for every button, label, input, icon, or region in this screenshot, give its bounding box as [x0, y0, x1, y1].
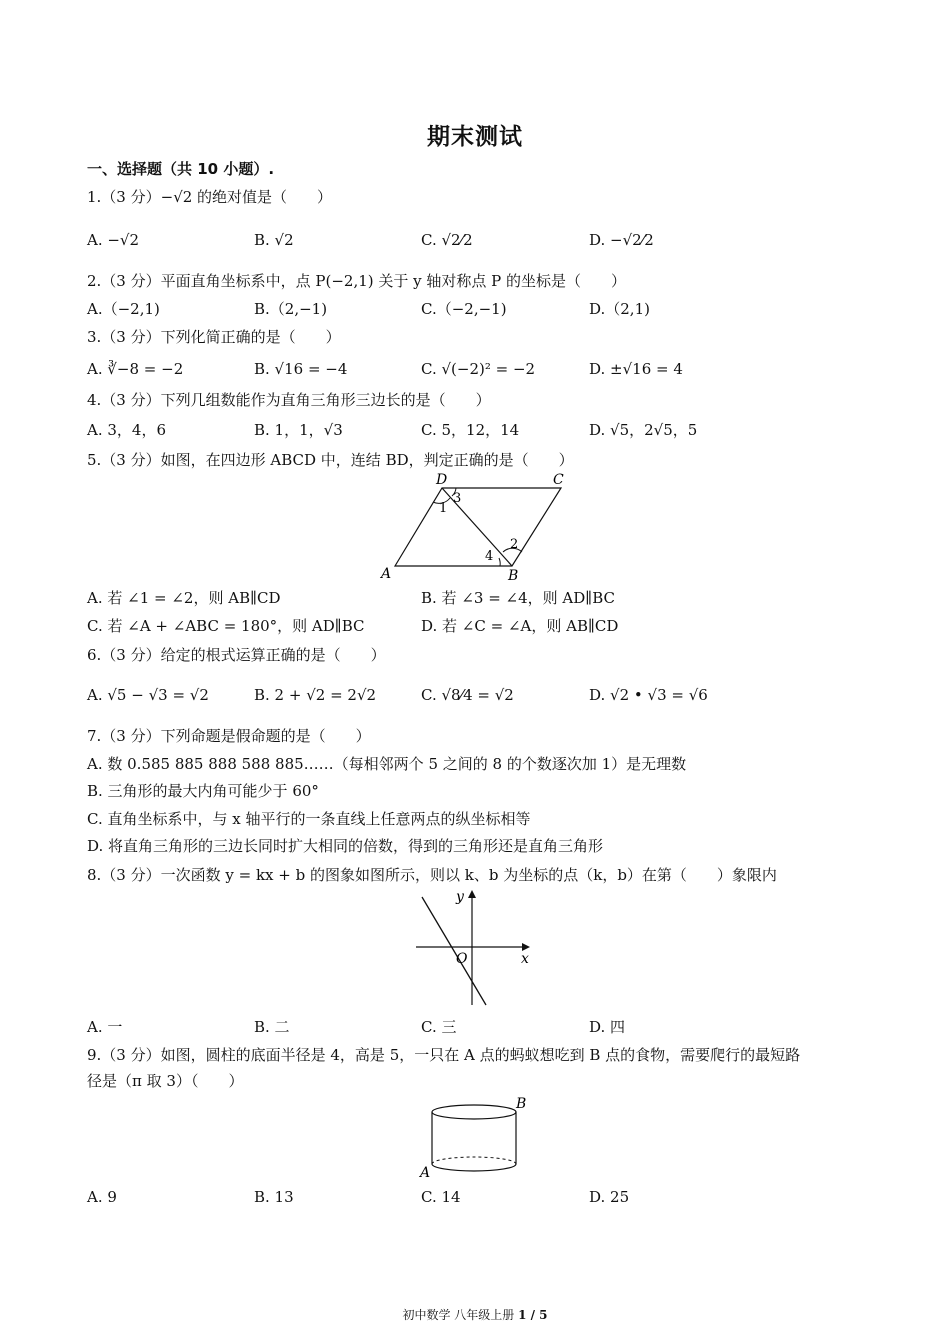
question-1-stem: 1.（3 分）−√2 的绝对值是（ ） [87, 188, 333, 206]
question-6-stem: 6.（3 分）给定的根式运算正确的是（ ） [87, 646, 386, 664]
label-angle-1: 1 [439, 501, 448, 516]
q5-option-a: A. 若 ∠1 = ∠2，则 AB∥CD [87, 589, 281, 607]
question-9-stem-cont: 径是（π 取 3）（ ） [87, 1072, 244, 1090]
q1-option-b: B. √2 [254, 231, 294, 249]
question-8-stem: 8.（3 分）一次函数 y = kx + b 的图象如图所示，则以 k、b 为坐标的点（k，b）在第（ ）象限内 [87, 866, 777, 884]
q1-option-d: D. −√2⁄2 [589, 231, 654, 249]
q3-option-a: A. ∛−8 = −2 [87, 360, 184, 378]
q9-option-c: C. 14 [421, 1188, 461, 1206]
label-angle-4: 4 [485, 549, 494, 564]
q4-option-a: A. 3，4，6 [87, 421, 166, 439]
q2-option-c: C.（−2,−1) [421, 300, 507, 318]
question-9-stem: 9.（3 分）如图，圆柱的底面半径是 4，高是 5，一只在 A 点的蚂蚁想吃到 B 点的食物，需要爬行的最短路 [87, 1046, 801, 1064]
cylinder-figure [416, 1093, 536, 1181]
label-b: B [508, 568, 519, 582]
question-2-stem: 2.（3 分）平面直角坐标系中，点 P(−2,1) 关于 y 轴对称点 P 的坐标是（ ） [87, 272, 627, 290]
q5-option-b: B. 若 ∠3 = ∠4，则 AD∥BC [421, 589, 615, 607]
q3-option-c: C. √(−2)² = −2 [421, 360, 536, 378]
origin-label: O [456, 951, 468, 967]
q7-option-d: D. 将直角三角形的三边长同时扩大相同的倍数，得到的三角形还是直角三角形 [87, 837, 604, 855]
q9-option-b: B. 13 [254, 1188, 294, 1206]
q5-option-c: C. 若 ∠A + ∠ABC = 180°，则 AD∥BC [87, 617, 365, 635]
page-title: 期末测试 [427, 124, 523, 150]
page-footer [0, 1306, 950, 1323]
label-c: C [553, 472, 564, 488]
q3-option-b: B. √16 = −4 [254, 360, 348, 378]
q1-option-c: C. √2⁄2 [421, 231, 473, 249]
quadrilateral-figure [375, 470, 575, 582]
question-7-stem: 7.（3 分）下列命题是假命题的是（ ） [87, 727, 371, 745]
q7-option-c: C. 直角坐标系中，与 x 轴平行的一条直线上任意两点的纵坐标相等 [87, 810, 531, 828]
q4-option-b: B. 1，1，√3 [254, 421, 343, 439]
q2-option-b: B.（2,−1) [254, 300, 328, 318]
question-4-stem: 4.（3 分）下列几组数能作为直角三角形三边长的是（ ） [87, 391, 491, 409]
section-heading: 一、选择题（共 10 小题）. [87, 160, 275, 178]
q9-option-a: A. 9 [87, 1188, 117, 1206]
question-5-stem: 5.（3 分）如图，在四边形 ABCD 中，连结 BD，判定正确的是（ ） [87, 451, 574, 469]
q6-option-c: C. √8⁄4 = √2 [421, 686, 514, 704]
q8-option-b: B. 二 [254, 1018, 290, 1036]
question-3-stem: 3.（3 分）下列化简正确的是（ ） [87, 328, 341, 346]
label-angle-3: 3 [453, 491, 462, 506]
q1-option-a: A. −√2 [87, 231, 140, 249]
label-angle-2: 2 [510, 537, 519, 552]
q4-option-c: C. 5，12，14 [421, 421, 520, 439]
q8-option-c: C. 三 [421, 1018, 457, 1036]
q6-option-b: B. 2 + √2 = 2√2 [254, 686, 377, 704]
q5-option-d: D. 若 ∠C = ∠A，则 AB∥CD [421, 617, 619, 635]
q2-option-d: D.（2,1) [589, 300, 650, 318]
q7-option-b: B. 三角形的最大内角可能少于 60° [87, 782, 319, 800]
q2-option-a: A.（−2,1) [87, 300, 160, 318]
linear-function-graph [408, 885, 538, 1011]
label-a: A [381, 566, 392, 582]
q6-option-a: A. √5 − √3 = √2 [87, 686, 209, 704]
q8-option-d: D. 四 [589, 1018, 626, 1036]
axis-label-x: x [521, 951, 529, 967]
label-b: B [516, 1096, 527, 1112]
label-a: A [420, 1165, 431, 1181]
footer-text: 初中数学 八年级上册 [402, 1308, 519, 1322]
q9-option-d: D. 25 [589, 1188, 630, 1206]
q3-option-d: D. ±√16 = 4 [589, 360, 683, 378]
axis-label-y: y [456, 889, 464, 905]
page-number: 1 / 5 [518, 1308, 548, 1322]
q8-option-a: A. 一 [87, 1018, 123, 1036]
q7-option-a: A. 数 0.585 885 888 588 885……（每相邻两个 5 之间的 8 的个数逐次加 1）是无理数 [87, 755, 687, 773]
q6-option-d: D. √2 • √3 = √6 [589, 686, 708, 704]
q4-option-d: D. √5，2√5，5 [589, 421, 698, 439]
label-d: D [436, 472, 448, 488]
